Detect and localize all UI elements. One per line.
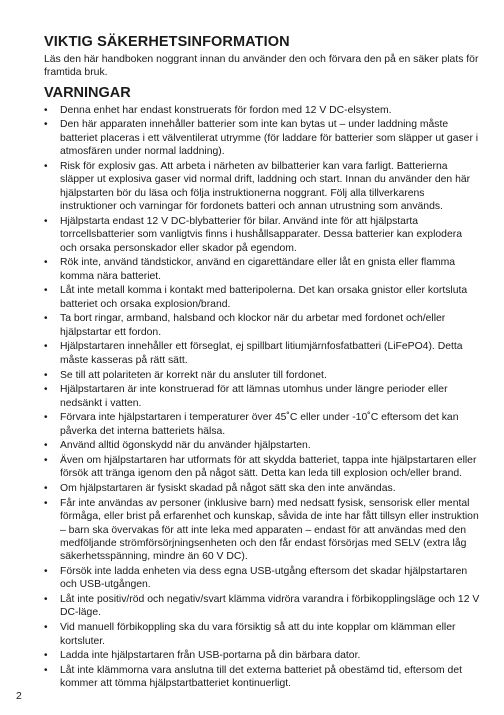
warning-item [44,104,480,117]
warning-item [44,369,480,382]
safety-heading: VIKTIG SÄKERHETSINFORMATION [44,34,290,50]
warning-text: Hjälpstarta endast 12 V DC-blybatterier för bilar. Använd inte för att hjälpstarta torrcellsbatterier som vanligtvis finns i hushållsapparater. Dessa batterier kan explodera och orsaka personskador eller skador på egendom. [60,215,462,254]
warning-text: Ladda inte hjälpstartaren från USB-portarna på din bärbara dator. [60,650,361,662]
warning-text: Låt inte metall komma i kontakt med batteripolerna. Det kan orsaka gnistor eller kortsluta batteriet och orsaka explosion/brand. [60,285,468,310]
intro-paragraph: Läs den här handboken noggrant innan du använder den och förvara den på en säker plats för framtida bruk. [44,54,479,79]
warnings-heading: VARNINGAR [44,84,131,101]
warning-item [44,454,480,481]
bullet-icon: • [44,104,48,116]
warning-text: Hjälpstartaren är inte konstruerad för att lämnas utomhus under längre perioder eller nedsänkt i vatten. [60,384,448,409]
bullet-icon: • [44,565,48,577]
warnings-list [44,104,480,691]
warning-text: Den här apparaten innehåller batterier som inte kan bytas ut – under laddning måste batteriet placeras i ett välventilerat utrymme (för laddare för batterier som släpper ut gaser i atmosfären under normal laddning). [60,119,479,158]
warning-text: Även om hjälpstartaren har utformats för att skydda batteriet, tappa inte hjälpstartaren eller försök att tränga igenom den på något sätt. Detta kan leda till explosion och/eller brand. [60,454,477,480]
warning-item [44,312,480,339]
bullet-icon: • [44,215,48,227]
bullet-icon: • [44,285,48,297]
warning-text: Om hjälpstartaren är fysiskt skadad på något sätt ska den inte användas. [60,483,396,495]
warning-item [44,593,480,620]
bullet-icon: • [44,160,48,172]
warning-text: Risk för explosiv gas. Att arbeta i närheten av bilbatterier kan vara farligt. Batterierna släpper ut explosiva gaser vid normal drift, laddning och start. Innan du använder den här hjälpstarten bör du läsa och följa instruktionerna noggrant. Följ alla tillverkarens instruktioner och varningar för fordonets batteri och annan utrustning som används. [60,160,471,213]
warning-item [44,284,480,311]
warning-item [44,256,480,283]
bullet-icon: • [44,440,48,452]
warning-item [44,565,480,592]
warning-text: Får inte användas av personer (inklusive barn) med nedsatt fysisk, sensorisk eller mental förmåga, eller brist på erfarenhet och kunskap, såvida de inte har fått tillsyn eller instruktion – barn ska övervakas för att inte leka med apparaten – endast för att användas med den medföljande strömförsörjningsenheten och den får endast försörjas med SELV (extra låg säkerhetsspänning, mindre än 60 V DC). [60,497,479,563]
bullet-icon: • [44,412,48,424]
warning-text: Ta bort ringar, armband, halsband och klockor när du arbetar med fordonet och/eller hjälpstartar ett fordon. [60,313,446,338]
bullet-icon: • [44,594,48,606]
warning-text: Rök inte, använd tändstickor, använd en cigarettändare eller låt en gnista eller flamma komma nära batteriet. [60,257,456,282]
warning-text: Denna enhet har endast konstruerats för fordon med 12 V DC-elsystem. [60,104,392,116]
warning-text: Vid manuell förbikoppling ska du vara försiktig så att du inte kopplar om klämman eller kortsluter. [60,622,456,647]
bullet-icon: • [44,313,48,325]
warning-item [44,160,480,214]
warning-text: Använd alltid ögonskydd när du använder hjälpstarten. [60,440,311,452]
warning-item [44,383,480,410]
bullet-icon: • [44,119,48,131]
bullet-icon: • [44,664,48,676]
warning-item [44,664,480,691]
bullet-icon: • [44,257,48,269]
page-content [44,33,480,692]
warning-text: Hjälpstartaren innehåller ett förseglat, ej spillbart litiumjärnfosfatbatteri (LiFePO4). Detta måste kasseras på rätt sätt. [60,341,463,366]
bullet-icon: • [44,622,48,634]
warning-text: Försök inte ladda enheten via dess egna USB-utgång eftersom det skadar hjälpstartaren och USB-utgången. [60,565,468,591]
bullet-icon: • [44,369,48,381]
bullet-icon: • [44,341,48,353]
warning-item [44,649,480,662]
warning-item [44,482,480,495]
warning-text: Låt inte positiv/röd och negativ/svart klämma vidröra varandra i förbikopplingsläge och 12 V DC-läge. [60,594,480,619]
warning-item [44,340,480,367]
warning-item [44,497,480,564]
warning-item [44,215,480,255]
warning-item [44,411,480,438]
page-number: 2 [16,691,22,702]
warning-text: Förvara inte hjälpstartaren i temperaturer över 45˚C eller under -10˚C eftersom det kan påverka det interna batteriets hälsa. [60,412,459,437]
bullet-icon: • [44,497,48,509]
warning-text: Låt inte klämmorna vara anslutna till det externa batteriet på obestämd tid, eftersom det kommer att tömma hjälpstartbatteriet kontinuerligt. [60,664,462,690]
warning-item [44,439,480,452]
warning-text: Se till att polariteten är korrekt när du ansluter till fordonet. [60,369,327,381]
bullet-icon: • [44,384,48,396]
bullet-icon: • [44,650,48,662]
warning-item [44,118,480,158]
warning-item [44,621,480,648]
bullet-icon: • [44,454,48,466]
bullet-icon: • [44,483,48,495]
